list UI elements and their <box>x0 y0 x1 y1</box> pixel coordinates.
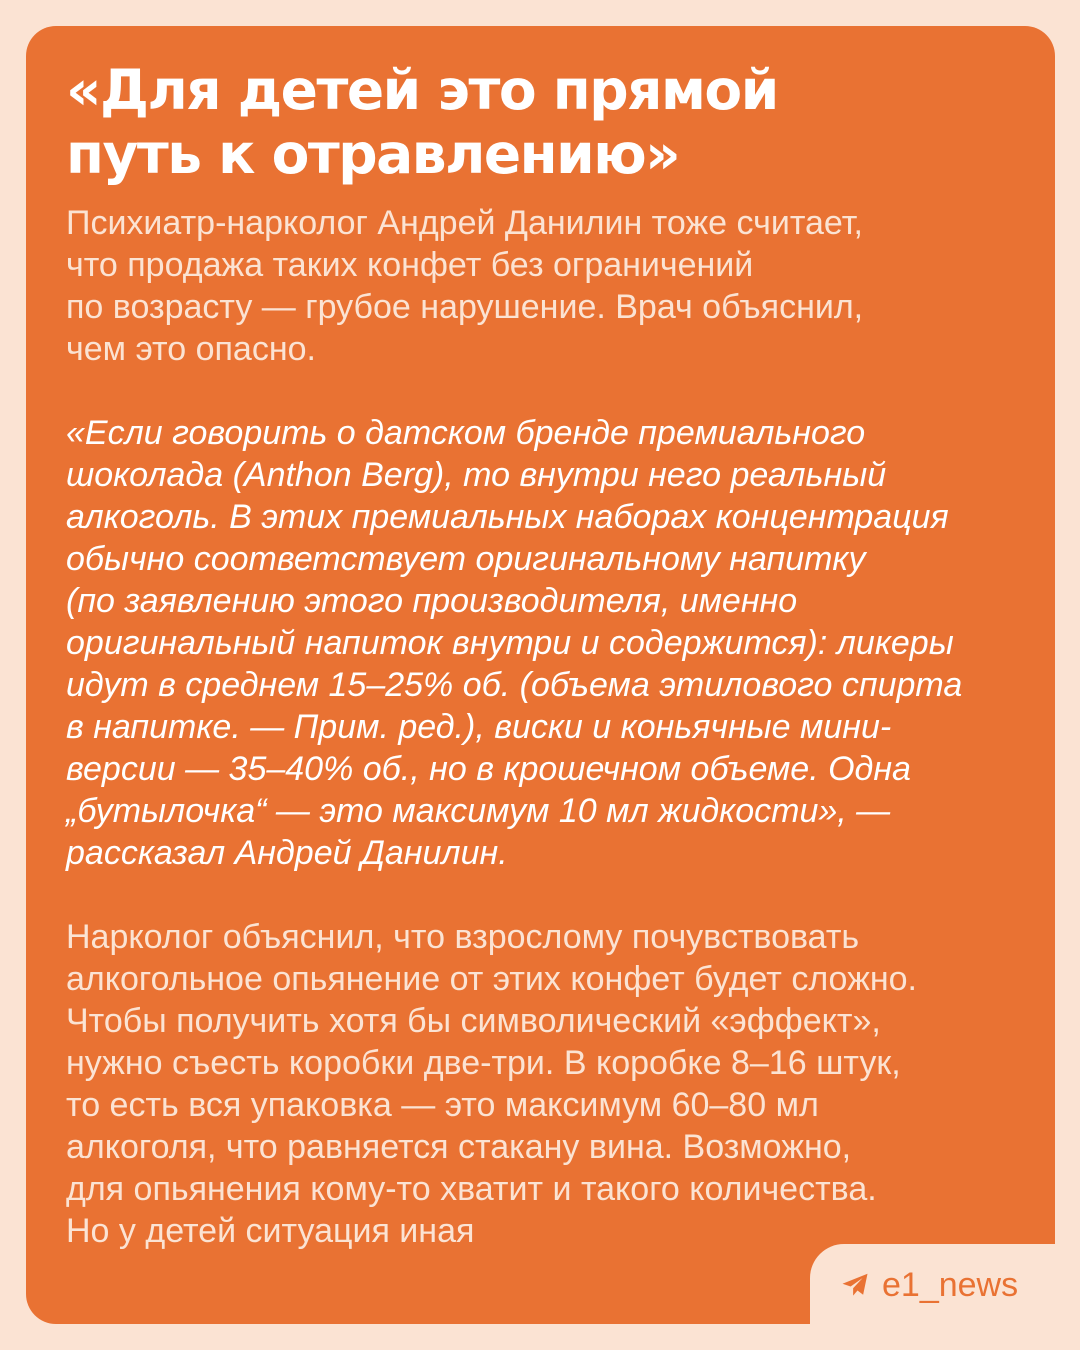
telegram-icon <box>840 1270 870 1300</box>
quote-line: «Если говорить о датском бренде премиального <box>66 414 866 452</box>
body-line: то есть вся упаковка — это максимум 60–80 мл <box>66 1086 819 1124</box>
body-line: для опьянения кому-то хватит и такого количества. <box>66 1170 877 1208</box>
quote-line: в напитке. — Прим. ред.), виски и коньячные мини- <box>66 708 892 746</box>
body-line: Чтобы получить хотя бы символический «эффект», <box>66 1002 881 1040</box>
quote-line: алкоголь. В этих премиальных наборах концентрация <box>66 498 949 536</box>
lead-line: что продажа таких конфет без ограничений <box>66 246 754 284</box>
body-line: Нарколог объяснил, что взрослому почувствовать <box>66 918 860 956</box>
body-line: алкогольное опьянение от этих конфет будет сложно. <box>66 960 917 998</box>
headline <box>66 58 966 186</box>
quote-line: рассказал Андрей Данилин. <box>66 834 508 872</box>
body-paragraph <box>66 916 1026 1252</box>
lead-line: чем это опасно. <box>66 330 316 368</box>
quote-line: „бутылочка“ — это максимум 10 мл жидкости», — <box>66 792 891 830</box>
quote-line: версии — 35–40% об., но в крошечном объеме. Одна <box>66 750 911 788</box>
quote-line: (по заявлению этого производителя, именно <box>66 582 798 620</box>
headline-line: «Для детей это прямой <box>66 58 778 122</box>
lead-line: по возрасту — грубое нарушение. Врач объяснил, <box>66 288 864 326</box>
body-line: алкоголя, что равняется стакану вина. Возможно, <box>66 1128 852 1166</box>
body-line: Но у детей ситуация иная <box>66 1212 475 1250</box>
channel-link[interactable] <box>840 1262 1018 1308</box>
lead-line: Психиатр-нарколог Андрей Данилин тоже считает, <box>66 204 863 242</box>
quote-paragraph <box>66 412 1026 874</box>
quote-line: идут в среднем 15–25% об. (объема этилового спирта <box>66 666 963 704</box>
lead-paragraph <box>66 202 1026 370</box>
quote-line: оригинальный напиток внутри и содержится): ликеры <box>66 624 954 662</box>
headline-line: путь к отравлению» <box>66 122 680 186</box>
quote-line: шоколада (Anthon Berg), то внутри него реальный <box>66 456 887 494</box>
body-line: нужно съесть коробки две-три. В коробке 8–16 штук, <box>66 1044 901 1082</box>
quote-line: обычно соответствует оригинальному напитку <box>66 540 866 578</box>
channel-handle: e1_news <box>882 1266 1019 1304</box>
